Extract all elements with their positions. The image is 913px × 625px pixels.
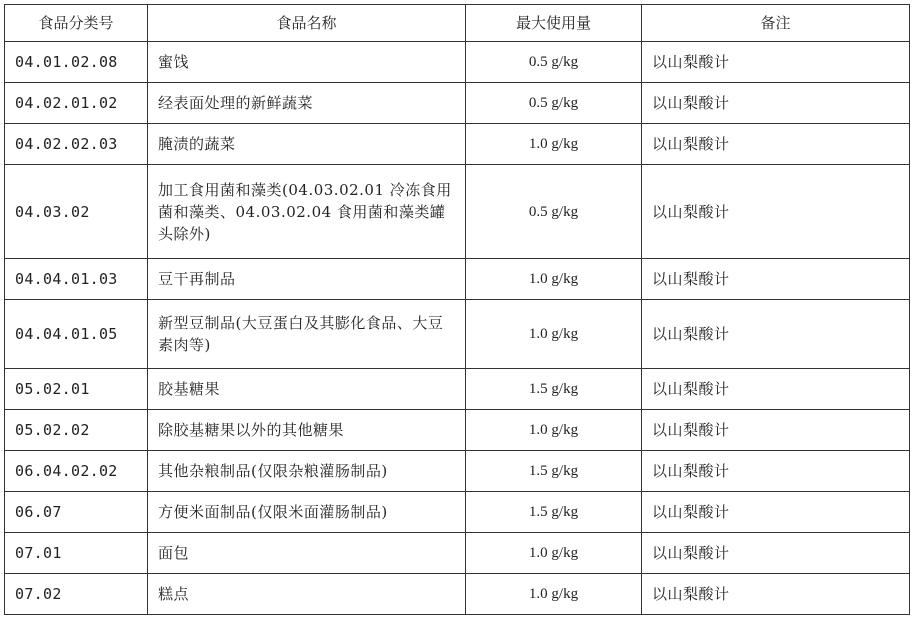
table-row bbox=[5, 83, 910, 124]
cell-note: 以山梨酸计 bbox=[642, 574, 910, 615]
cell-name: 糕点 bbox=[148, 574, 466, 615]
cell-amount: 1.0 g/kg bbox=[466, 300, 642, 369]
cell-amount: 0.5 g/kg bbox=[466, 83, 642, 124]
cell-note: 以山梨酸计 bbox=[642, 259, 910, 300]
cell-name: 其他杂粮制品(仅限杂粮灌肠制品) bbox=[148, 451, 466, 492]
cell-amount: 1.5 g/kg bbox=[466, 492, 642, 533]
table-row bbox=[5, 574, 910, 615]
cell-note: 以山梨酸计 bbox=[642, 369, 910, 410]
cell-name: 方便米面制品(仅限米面灌肠制品) bbox=[148, 492, 466, 533]
table-row bbox=[5, 165, 910, 259]
cell-code: 04.04.01.03 bbox=[5, 259, 148, 300]
table-row bbox=[5, 42, 910, 83]
cell-code: 04.04.01.05 bbox=[5, 300, 148, 369]
cell-code: 04.03.02 bbox=[5, 165, 148, 259]
header-code: 食品分类号 bbox=[5, 5, 148, 42]
cell-name: 胶基糖果 bbox=[148, 369, 466, 410]
cell-name: 经表面处理的新鲜蔬菜 bbox=[148, 83, 466, 124]
cell-amount: 1.5 g/kg bbox=[466, 451, 642, 492]
cell-amount: 1.0 g/kg bbox=[466, 574, 642, 615]
cell-amount: 0.5 g/kg bbox=[466, 42, 642, 83]
table-row bbox=[5, 124, 910, 165]
table-row bbox=[5, 492, 910, 533]
cell-note: 以山梨酸计 bbox=[642, 42, 910, 83]
cell-name: 新型豆制品(大豆蛋白及其膨化食品、大豆素肉等) bbox=[148, 300, 466, 369]
cell-code: 04.02.01.02 bbox=[5, 83, 148, 124]
cell-note: 以山梨酸计 bbox=[642, 124, 910, 165]
table-row bbox=[5, 533, 910, 574]
food-additive-table bbox=[4, 4, 910, 615]
cell-code: 07.02 bbox=[5, 574, 148, 615]
header-note: 备注 bbox=[642, 5, 910, 42]
cell-name: 除胶基糖果以外的其他糖果 bbox=[148, 410, 466, 451]
cell-name: 腌渍的蔬菜 bbox=[148, 124, 466, 165]
cell-amount: 1.0 g/kg bbox=[466, 259, 642, 300]
cell-name: 加工食用菌和藻类(04.03.02.01 冷冻食用菌和藻类、04.03.02.04 食用菌和藻类罐头除外) bbox=[148, 165, 466, 259]
cell-amount: 0.5 g/kg bbox=[466, 165, 642, 259]
cell-note: 以山梨酸计 bbox=[642, 451, 910, 492]
cell-note: 以山梨酸计 bbox=[642, 165, 910, 259]
table-row bbox=[5, 410, 910, 451]
cell-note: 以山梨酸计 bbox=[642, 83, 910, 124]
cell-code: 05.02.02 bbox=[5, 410, 148, 451]
cell-amount: 1.0 g/kg bbox=[466, 410, 642, 451]
cell-note: 以山梨酸计 bbox=[642, 410, 910, 451]
table-row bbox=[5, 259, 910, 300]
cell-name: 豆干再制品 bbox=[148, 259, 466, 300]
cell-code: 05.02.01 bbox=[5, 369, 148, 410]
cell-amount: 1.0 g/kg bbox=[466, 533, 642, 574]
cell-note: 以山梨酸计 bbox=[642, 300, 910, 369]
table-row bbox=[5, 300, 910, 369]
table-row bbox=[5, 369, 910, 410]
cell-code: 07.01 bbox=[5, 533, 148, 574]
cell-code: 06.07 bbox=[5, 492, 148, 533]
table-header-row bbox=[5, 5, 910, 42]
cell-note: 以山梨酸计 bbox=[642, 533, 910, 574]
cell-code: 04.01.02.08 bbox=[5, 42, 148, 83]
cell-amount: 1.0 g/kg bbox=[466, 124, 642, 165]
header-name: 食品名称 bbox=[148, 5, 466, 42]
table-row bbox=[5, 451, 910, 492]
cell-name: 面包 bbox=[148, 533, 466, 574]
cell-code: 04.02.02.03 bbox=[5, 124, 148, 165]
cell-note: 以山梨酸计 bbox=[642, 492, 910, 533]
cell-amount: 1.5 g/kg bbox=[466, 369, 642, 410]
cell-name: 蜜饯 bbox=[148, 42, 466, 83]
cell-code: 06.04.02.02 bbox=[5, 451, 148, 492]
header-amount: 最大使用量 bbox=[466, 5, 642, 42]
